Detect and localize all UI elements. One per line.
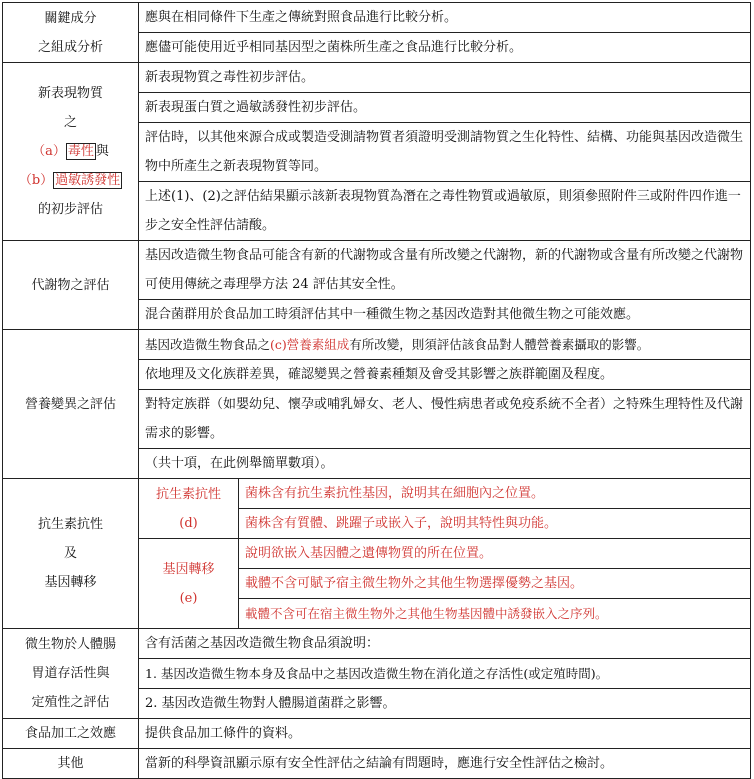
category-label: 胃道存活性與 xyxy=(31,666,110,681)
category-label xyxy=(9,166,132,195)
category-cell: 代謝物之評估 xyxy=(3,241,139,330)
item-cell: 應儘可能使用近乎相同基因型之菌株所生產之食品進行比較分析。 xyxy=(139,33,751,63)
table-row xyxy=(3,241,751,300)
item-text: 基因改造微生物食品之 xyxy=(145,337,271,352)
item-cell: 上述(1)、(2)之評估結果顯示該新表現物質為潛在之毒性物質或過敏原，則須參照附件三或附件四作進一步之安全性評估請酸。 xyxy=(139,182,751,241)
item-cell: 載體不含可在宿主微生物外之其他生物基因體中誘發嵌入之序列。 xyxy=(239,599,751,629)
allergenicity-highlight: 過敏誘發性 xyxy=(55,173,121,188)
category-label xyxy=(9,137,132,166)
category-cell xyxy=(3,63,139,241)
category-label: 關鍵成分 xyxy=(44,10,97,26)
conjunction: 與 xyxy=(95,144,109,159)
item-cell: 應與在相同條件下生產之傳統對照食品進行比較分析。 xyxy=(139,3,751,33)
category-label: 基因轉移 xyxy=(44,575,97,590)
category-label: 抗生素抗性 xyxy=(37,517,103,532)
item-cell: 含有活菌之基因改造微生物食品須說明： xyxy=(139,629,751,659)
item-cell: 當新的科學資訊顯示原有安全性評估之結論有問題時，應進行安全性評估之檢討。 xyxy=(139,749,751,779)
item-cell: 新表現物質之毒性初步評估。 xyxy=(139,63,751,93)
item-cell xyxy=(139,330,751,360)
toxicity-highlight: 毒性 xyxy=(67,144,94,159)
category-label: 及 xyxy=(63,546,77,561)
table-row xyxy=(3,330,751,360)
table-row xyxy=(3,749,751,779)
item-cell: 混合菌群用於食品加工時須評估其中一種微生物之基因改造對其他微生物之可能效應。 xyxy=(139,300,751,330)
item-cell: （共十項，在此例舉簡單數項）。 xyxy=(139,449,751,479)
table-row xyxy=(3,479,751,509)
item-cell: 提供食品加工條件的資料。 xyxy=(139,719,751,749)
table-row xyxy=(3,3,751,33)
item-cell: 載體不含可賦予宿主微生物外之其他生物選擇優勢之基因。 xyxy=(239,569,751,599)
category-label: 之組成分析 xyxy=(37,39,103,55)
item-cell: 菌株含有質體、跳躍子或嵌入子，說明其特性與功能。 xyxy=(239,509,751,539)
item-cell: 對特定族群（如嬰幼兒、懷孕或哺乳婦女、老人、慢性病患者或免疫系統不全者）之特殊生理特性及代謝需求的影響。 xyxy=(139,390,751,449)
category-label: 微生物於人體腸 xyxy=(24,637,116,652)
marker-a: （a） xyxy=(32,144,66,159)
category-label: 定殖性之評估 xyxy=(31,695,110,710)
subcategory-label: 抗生素抗性 xyxy=(155,486,221,502)
marker-d: (d) xyxy=(179,515,198,531)
item-cell: 菌株含有抗生素抗性基因，說明其在細胞內之位置。 xyxy=(239,479,751,509)
item-cell: 2. 基因改造微生物對人體腸道菌群之影響。 xyxy=(139,689,751,719)
item-cell: 評估時，以其他來源合成或製造受測請物質者須證明受測請物質之生化特性、結構、功能與基因改造微生物中所產生之新表現物質等同。 xyxy=(139,123,751,182)
table-row xyxy=(3,63,751,93)
item-cell: 說明欲嵌入基因體之遺傳物質的所在位置。 xyxy=(239,539,751,569)
category-label: 新表現物質 xyxy=(37,86,103,101)
nutrient-highlight: (c)營養素組成 xyxy=(270,337,350,352)
category-cell xyxy=(3,479,139,629)
item-cell: 1. 基因改造微生物本身及食品中之基因改造微生物在消化道之存活性(或定殖時間)。 xyxy=(139,659,751,689)
subcategory-cell xyxy=(139,539,239,629)
subcategory-label: 基因轉移 xyxy=(162,561,215,577)
marker-e: (e) xyxy=(179,590,198,606)
table-row xyxy=(3,629,751,659)
marker-b: （b） xyxy=(18,173,54,188)
subcategory-cell xyxy=(139,479,239,539)
category-cell: 其他 xyxy=(3,749,139,779)
category-label: 的初步評估 xyxy=(37,202,103,217)
item-cell: 基因改造微生物食品可能含有新的代謝物或含量有所改變之代謝物，新的代謝物或含量有所改變之代謝物可使用傳統之毒理學方法 24 評估其安全性。 xyxy=(139,241,751,300)
table-row xyxy=(3,719,751,749)
item-text: 有所改變，則須評估該食品對人體營養素攝取的影響。 xyxy=(349,337,650,352)
category-cell: 營養變異之評估 xyxy=(3,330,139,479)
item-cell: 依地理及文化族群差異，確認變異之營養素種類及會受其影響之族群範圍及程度。 xyxy=(139,360,751,390)
safety-assessment-table xyxy=(2,2,751,779)
category-cell xyxy=(3,3,139,63)
category-label: 之 xyxy=(63,115,77,130)
category-cell: 食品加工之效應 xyxy=(3,719,139,749)
category-cell xyxy=(3,629,139,719)
item-cell: 新表現蛋白質之過敏誘發性初步評估。 xyxy=(139,93,751,123)
